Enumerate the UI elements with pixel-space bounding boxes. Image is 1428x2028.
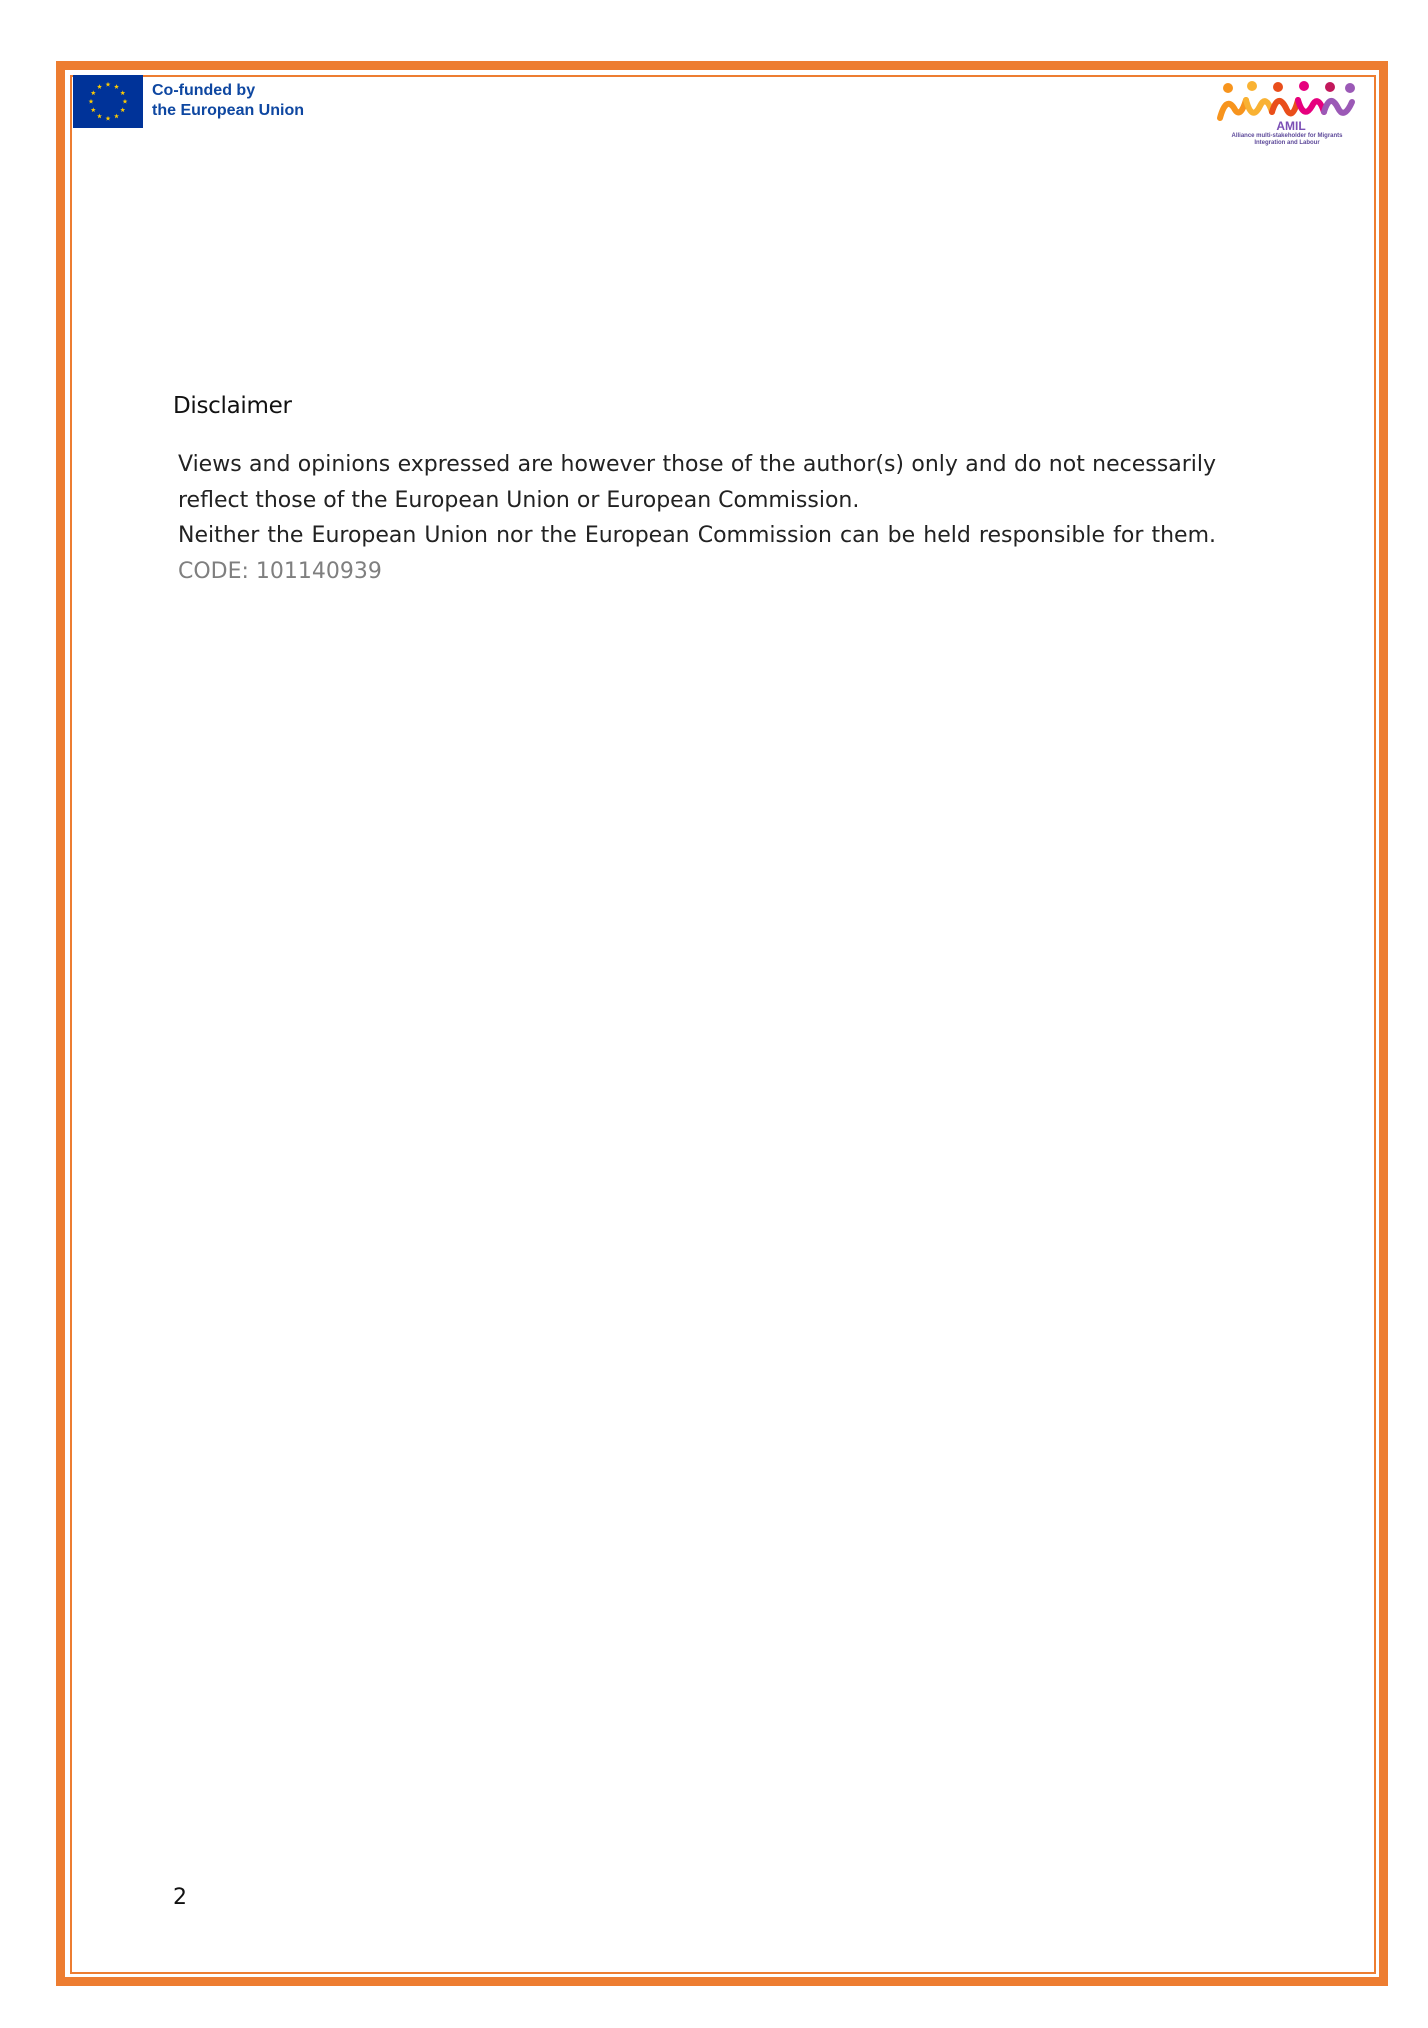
disclaimer-title: Disclaimer [173,393,292,419]
eu-cofunded-label [152,81,304,121]
amil-name: AMIL [1276,119,1306,133]
disclaimer-paragraph-2: Neither the European Union nor the European Commission can be held responsible for them. [178,523,1216,548]
page-number: 2 [173,1885,187,1910]
project-code: CODE: 101140939 [178,558,382,584]
amil-subtitle-line2: Integration and Labour [1254,140,1320,146]
eu-flag-icon [73,75,143,128]
eu-label-line2: the European Union [152,102,304,119]
amil-subtitle-line1: Alliance multi-stakeholder for Migrants [1231,133,1343,139]
eu-label-line1: Co-funded by [152,82,256,99]
page-border-inner [70,75,1376,1974]
amil-subtitle [1212,133,1362,147]
disclaimer-paragraph-1: Views and opinions expressed are however those of the author(s) only and do not necessarily reflect those of the European Union or European Commission. [178,452,1216,513]
disclaimer-body [178,447,1216,589]
